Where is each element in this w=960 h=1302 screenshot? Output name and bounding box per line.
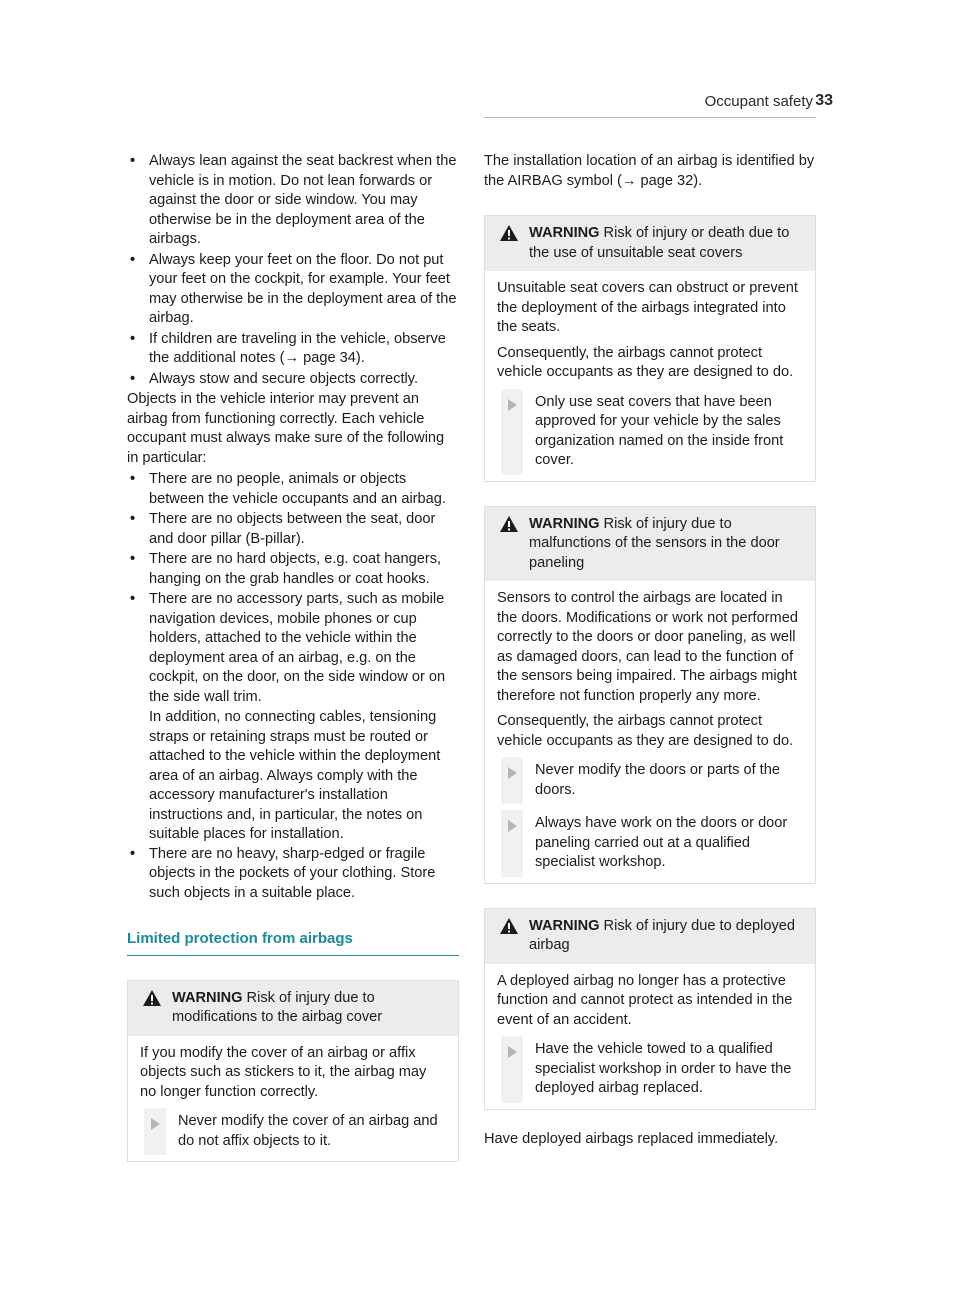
warning-triangle-icon — [499, 224, 519, 242]
action-bar — [501, 757, 523, 804]
warning-title: Risk of injury or death due to the use of unsuitable seat covers — [529, 225, 790, 261]
warning-text: Consequently, the airbags cannot protect vehicle occupants as they are designed to do. — [497, 713, 794, 749]
bullet-icon: • — [130, 471, 136, 487]
list-item-continuation: In addition, no connecting cables, tensioning straps or retaining straps must be routed or attached to the vehicle within the deployment area of an airbag. Always comply with the accessory manufacturer's installation instructions and, in particular, the notes on suitable places for installation. — [149, 709, 441, 842]
bullet-icon: • — [130, 845, 136, 862]
list-item: • There are no accessory parts, such as mobile navigation devices, mobile phones or cup holders, attached to the vehicle within the deployment area of an airbag, e.g. on the cockpit, on the door, on the side window or on the side wall trim. — [130, 591, 446, 705]
page-header — [0, 0, 960, 130]
bullet-list-3 — [127, 845, 459, 904]
bullet-icon: • — [130, 551, 136, 567]
warning-triangle-icon — [142, 989, 162, 1007]
action-step: Always have work on the doors or door paneling carried out at a qualified specialist workshop. — [497, 814, 803, 873]
warning-box — [484, 908, 816, 1110]
warning-label: WARNING — [529, 515, 600, 532]
warning-box — [484, 215, 816, 482]
section-heading: Limited protection from airbags — [127, 929, 459, 956]
list-item: • There are no people, animals or objects between the vehicle occupants and an airbag. — [130, 471, 446, 507]
action-arrow-icon — [508, 820, 517, 832]
bullet-icon: • — [130, 153, 136, 169]
warning-text: Unsuitable seat covers can obstruct or prevent the deployment of the airbags integrated into the seats. — [497, 280, 798, 335]
list-item: • If children are traveling in the vehicle, observe the additional notes (→ page 34). — [130, 330, 446, 366]
warning-label: WARNING — [172, 989, 243, 1006]
warning-body — [485, 581, 815, 883]
bullet-icon: • — [130, 591, 136, 607]
action-arrow-icon — [508, 399, 517, 411]
warning-header — [128, 981, 458, 1036]
warning-header — [485, 909, 815, 964]
warning-header — [485, 216, 815, 271]
left-column — [127, 152, 459, 1162]
warning-text: If you modify the cover of an airbag or affix objects such as stickers to it, the airbag may no longer function correctly. — [140, 1044, 427, 1100]
warning-box — [127, 980, 459, 1163]
list-item: • Always lean against the seat backrest when the vehicle is in motion. Do not lean forwards or against the door or side window. You may otherwise be in the deployment area of the airbags. — [130, 153, 457, 247]
warning-text: Sensors to control the airbags are located in the doors. Modifications or work not performed correctly to the doors or door paneling, as well as damaged doors, can lead to the function of the sensors being impaired. The airbags might therefore not function properly any more. — [497, 590, 798, 704]
chapter-title: Occupant safety — [704, 93, 813, 110]
list-item: • There are no objects between the seat, door and door pillar (B-pillar). — [130, 511, 436, 547]
bullet-icon: • — [130, 251, 136, 268]
body-paragraph: The installation location of an airbag is identified by the AIRBAG symbol (→ page 32). — [484, 153, 815, 189]
warning-title: Risk of injury due to modifications to the airbag cover — [172, 989, 383, 1025]
list-item: • Always stow and secure objects correctly. — [127, 370, 459, 390]
warning-title: Risk of injury due to deployed airbag — [529, 917, 795, 953]
warning-header — [485, 507, 815, 582]
warning-title: Risk of injury due to malfunctions of the sensors in the door paneling — [529, 515, 780, 571]
action-bar — [144, 1108, 166, 1155]
action-arrow-icon — [151, 1118, 160, 1130]
warning-text: Consequently, the airbags cannot protect vehicle occupants as they are designed to do. — [497, 344, 794, 380]
action-step: Only use seat covers that have been approved for your vehicle by the sales organization named on the inside front cover. — [497, 393, 803, 471]
body-paragraph: Objects in the vehicle interior may prevent an airbag from functioning correctly. Each vehicle occupant must always make sure of the following in particular: — [127, 391, 445, 466]
action-arrow-icon — [508, 1046, 517, 1058]
warning-triangle-icon — [499, 917, 519, 935]
warning-box — [484, 506, 816, 884]
header-divider — [484, 117, 816, 118]
bullet-icon: • — [130, 370, 136, 387]
page-number: 33 — [815, 92, 833, 109]
bullet-list-2 — [127, 470, 459, 707]
action-arrow-icon — [508, 767, 517, 779]
action-step: Have the vehicle towed to a qualified specialist workshop in order to have the deployed airbag replaced. — [497, 1040, 803, 1099]
warning-body — [485, 271, 815, 481]
warning-text: A deployed airbag no longer has a protective function and cannot protect as intended in the event of an accident. — [497, 972, 793, 1028]
list-item: • There are no hard objects, e.g. coat hangers, hanging on the grab handles or coat hooks. — [130, 551, 442, 587]
bullet-icon: • — [130, 511, 136, 527]
warning-triangle-icon — [499, 515, 519, 533]
action-step: Never modify the doors or parts of the doors. — [497, 761, 803, 800]
bullet-list-1 — [127, 152, 459, 389]
warning-body — [485, 964, 815, 1109]
right-column — [484, 152, 816, 1151]
action-step: Never modify the cover of an airbag and do not affix objects to it. — [140, 1112, 446, 1151]
body-paragraph: Have deployed airbags replaced immediately. — [484, 1130, 779, 1147]
warning-body — [128, 1036, 458, 1162]
bullet-icon: • — [130, 330, 136, 347]
list-item: • Always keep your feet on the floor. Do not put your feet on the cockpit, for example. Your feet may otherwise be in the deployment area of the airbag. — [130, 251, 457, 326]
warning-label: WARNING — [529, 917, 600, 934]
list-item: • There are no heavy, sharp-edged or fragile objects in the pockets of your clothing. Store such objects in a suitable place. — [130, 845, 436, 901]
warning-label: WARNING — [529, 225, 600, 241]
